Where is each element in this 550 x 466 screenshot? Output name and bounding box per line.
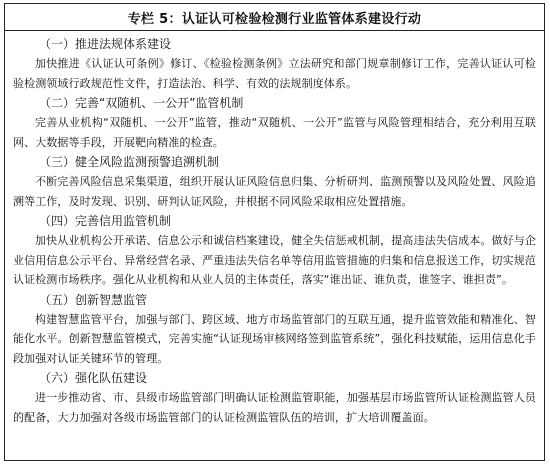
section-paragraph: 加快推进《认证认可条例》修订、《检验检测条例》立法研究和部门规章制修订工作，完善认证认可检验检测领域行政规范性文件，打造法治、科学、有效的法规制度体系。: [13, 57, 536, 90]
section-heading: （五）创新智慧监管: [39, 292, 148, 307]
section-paragraph: 完善从业机构“双随机、一公开”监管，推动“双随机、一公开”监管与风险管理相结合，充分利用互联网、大数据等手段，开展靶向精准的检查。: [13, 116, 536, 149]
section-6: [13, 368, 536, 427]
section-1: [13, 34, 536, 93]
box-content: [5, 31, 544, 427]
section-heading: （三）健全风险监测预警追溯机制: [39, 155, 220, 169]
section-5: [13, 290, 536, 369]
section-paragraph: 加快从业机构公开承诺、信息公示和诚信档案建设，健全失信惩戒机制，提高违法失信成本。做好与企业信用信息公示平台、异常经营名录、严重违法失信名单等信用监管措施的归集和信息报送工作，切实规范认证检测市场秩序。强化从业机构和从业人员的主体责任，落实“谁出证、谁负责，谁签字、谁担责”。: [13, 234, 536, 286]
section-2: [13, 93, 536, 152]
section-heading: （二）完善“双随机、一公开”监管机制: [39, 96, 244, 110]
section-3: [13, 152, 536, 211]
title-bar: [5, 4, 544, 31]
section-paragraph: 构建智慧监管平台，加强与部门、跨区域、地方市场监管部门的互联互通，提升监管效能和精准化、智能化水平。创新智慧监管模式，完善实施“认证现场审核网络签到监管系统”，强化科技赋能，运用信息化手段加强对认证关键环节的管理。: [13, 312, 536, 365]
section-paragraph: 不断完善风险信息采集渠道，组织开展认证风险信息归集、分析研判、监测预警以及风险处置、风险追溯等工作，及时发现、识别、研判认证风险，并根据不同风险采取相应处置措施。: [13, 175, 536, 208]
section-heading: （一）推进法规体系建设: [39, 37, 172, 51]
column-box: [4, 3, 545, 461]
section-4: [13, 211, 536, 290]
section-heading: （六）强化队伍建设: [39, 371, 148, 385]
section-heading: （四）完善信用监管机制: [39, 214, 172, 228]
section-paragraph: 进一步推动省、市、县级市场监管部门明确认证检测监管职能，加强基层市场监管所认证检测监管人员的配备，大力加强对各级市场监管部门的认证检测监管队伍的培训，扩大培训覆盖面。: [13, 391, 536, 424]
box-title: 专栏 5：认证认可检验检测行业监管体系建设行动: [127, 11, 422, 27]
